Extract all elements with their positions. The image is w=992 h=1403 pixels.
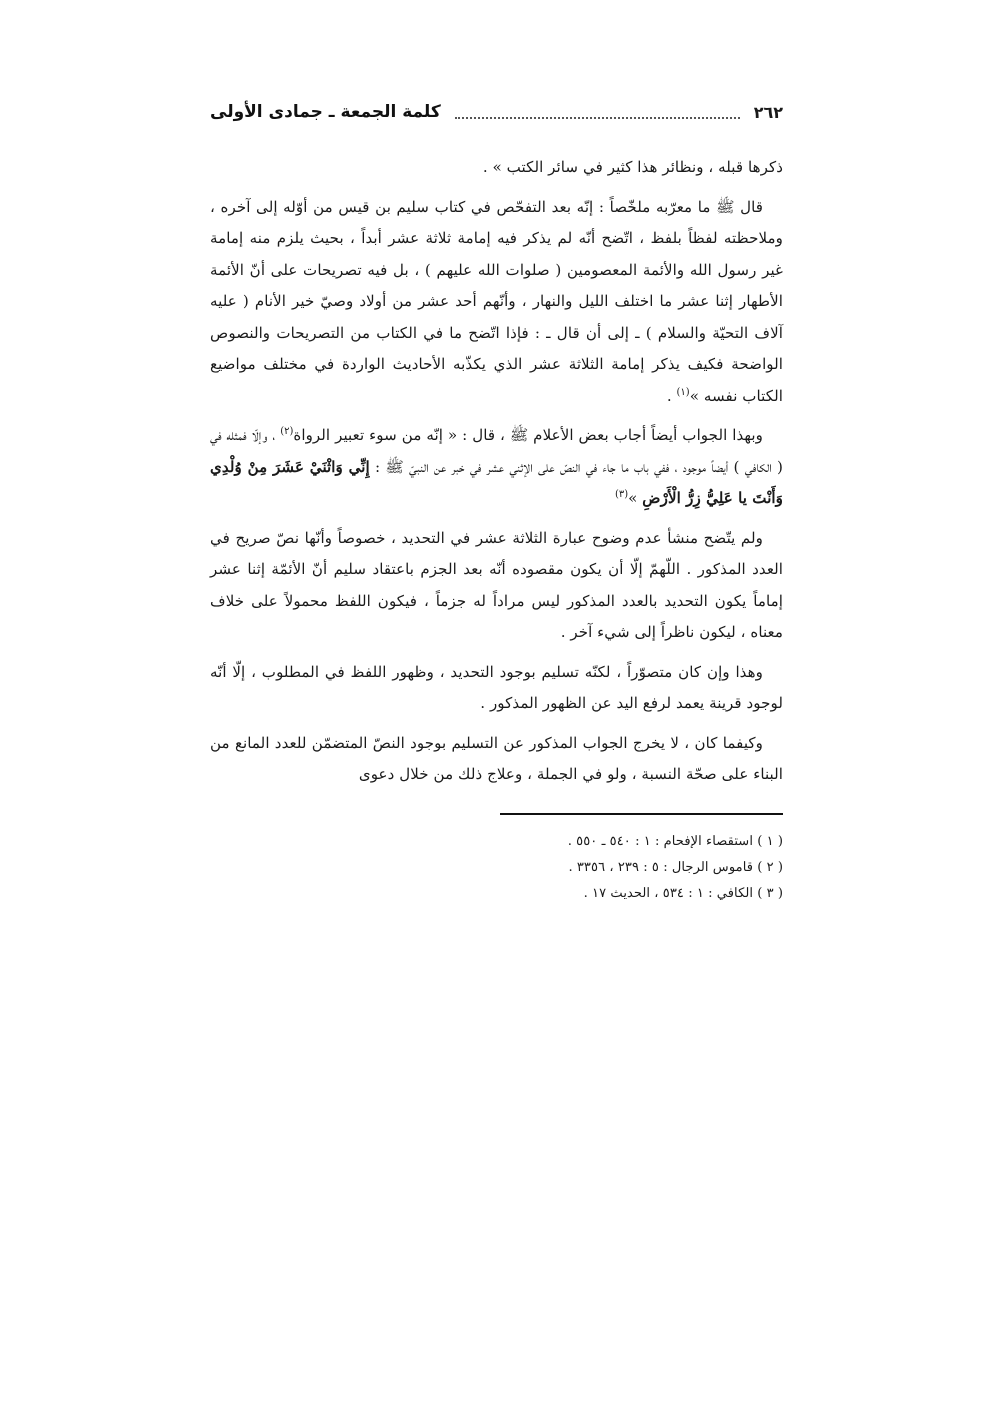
footnote-separator xyxy=(500,813,783,815)
footnote-2: ( ٢ ) قاموس الرجال : ٥ : ٢٣٩ ، ٣٣٥٦ . xyxy=(568,859,783,875)
paragraph-5: وهذا وإن كان متصوّراً ، لكنّه تسليم بوجود التحديد ، وظهور اللفظ في المطلوب ، إلّا أنّه لوجود قرينة يعمد لرفع اليد عن الظهور المذكور . xyxy=(210,662,783,712)
header-title: كلمة الجمعة ـ جمادى الأولى xyxy=(210,102,441,122)
paragraph-3: وبهذا الجواب أيضاً أجاب بعض الأعلام ﷺ ، قال : « إنّه من سوء تعبير الرواة$^{(٢)}$ ، وإلّا فمثله في ( الكافي ) أيضاً موجود ، ففي باب ما جاء في النصّ على الإثني عشر في خبر عن النبيّ ﷺ : إِنِّي وَاثْنَيْ عَشَرَ مِنْ وُلْدِي وَأَنْتَ يا عَلِيُّ زِرُّ الْأَرْضِ »$^{(٣)}$ xyxy=(210,425,783,507)
running-header xyxy=(210,96,783,128)
paragraph-2: قال ﷺ ما معرّبه ملخّصاً : إنّه بعد التفحّص في كتاب سليم بن قيس من أوّله إلى آخره ، وملاحظته لفظاً بلفظ ، اتّضح أنّه لم يذكر فيه إمامة ثلاثة عشر أبداً ، بحيث يلزم منه إمامة غير رسول الله والأئمة المعصومين ( صلوات الله عليهم ) ، بل فيه تصريحات على أنّ الأئمة الأطهار إثنا عشر ما اختلف الليل والنهار ، وأنّهم أحد عشر من أولاد وصيّ خير الأنام ( عليه آلاف التحيّة والسلام ) ـ إلى أن قال ـ : فإذا اتّضح ما في الكتاب من التصريحات والنصوص الواضحة فكيف يذكر إمامة الثلاثة عشر الذي يكذّبه الأحاديث الواردة في مختلف مواضيع الكتاب نفسه »$^{(١)}$ . xyxy=(210,197,783,405)
paragraph-6: وكيفما كان ، لا يخرج الجواب المذكور عن التسليم بوجود النصّ المتضمّن للعدد المانع من البناء على صحّة النسبة ، ولو في الجملة ، وعلاج ذلك من خلال دعوى xyxy=(210,733,783,783)
quranic-hadith-quote: إِنِّي وَاثْنَيْ عَشَرَ مِنْ وُلْدِي وَأَنْتَ يا عَلِيُّ زِرُّ الْأَرْضِ xyxy=(210,457,783,507)
footnote-ref-3: (٣) xyxy=(614,488,629,500)
footnote-ref-1: (١) xyxy=(676,386,690,398)
footnotes xyxy=(210,829,783,907)
paragraph-1: ذكرها قبله ، ونظائر هذا كثير في سائر الكتب » . xyxy=(482,158,783,176)
body-text xyxy=(210,152,783,791)
footnote-ref-2: (٢) xyxy=(280,425,294,437)
footnote-1: ( ١ ) استقصاء الإفحام : ١ : ٥٤٠ ـ ٥٥٠ . xyxy=(567,833,783,849)
footnote-3: ( ٣ ) الكافي : ١ : ٥٣٤ ، الحديث ١٧ . xyxy=(583,885,783,901)
page-number: ٢٦٢ xyxy=(753,102,783,122)
paragraph-4: ولم يتّضح منشأ عدم وضوح عبارة الثلاثة عشر في التحديد ، خصوصاً وأنّها نصّ صريح في العدد المذكور . اللّهمّ إلّا أن يكون مقصوده أنّه بعد الجزم باعتقاد سليم أنّ الأئمّة إثنا عشر إماماً يكون التحديد بالعدد المذكور ليس مراداً له جزماً ، فيكون اللفظ محمولاً على خلاف معناه ، ليكون ناظراً إلى شيء آخر . xyxy=(210,528,783,641)
page xyxy=(210,96,783,907)
header-dot-leader xyxy=(455,117,740,119)
